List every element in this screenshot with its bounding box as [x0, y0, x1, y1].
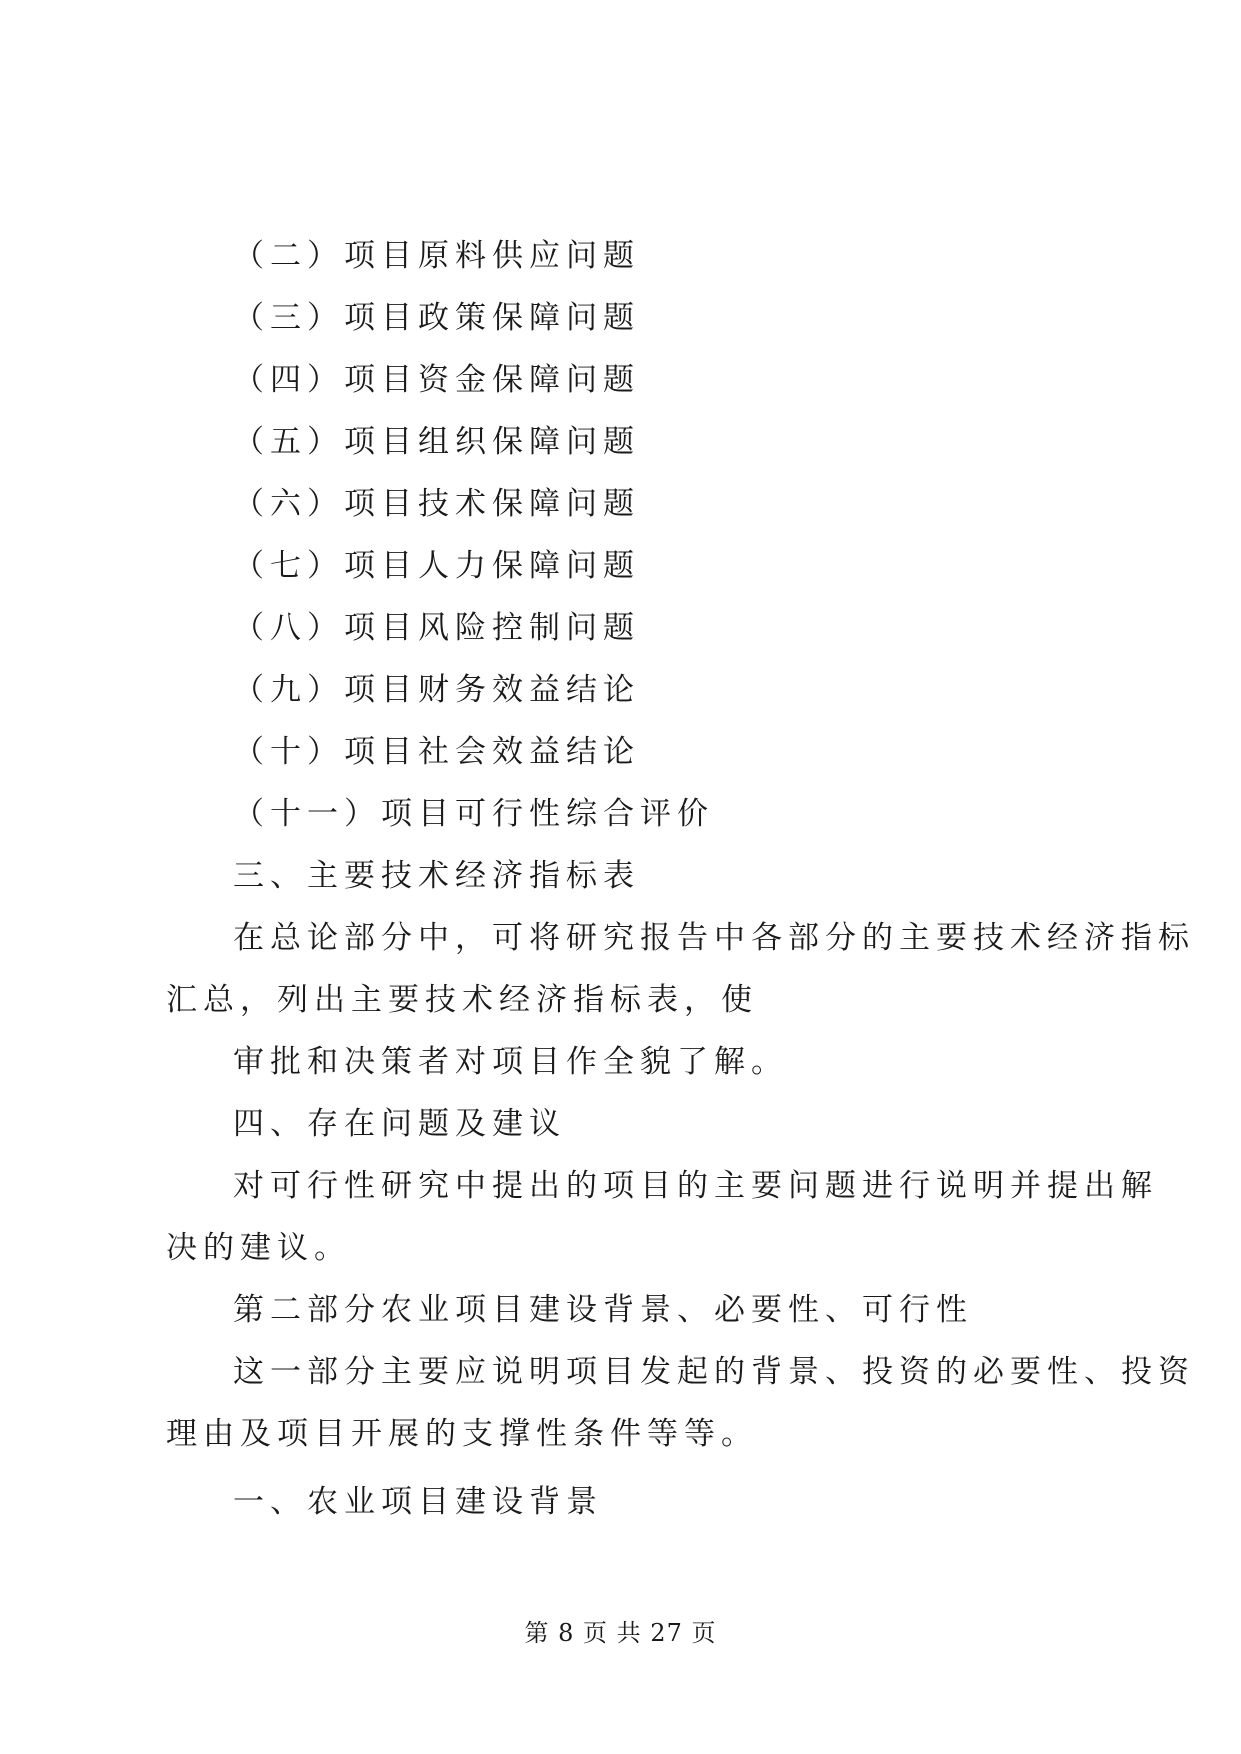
toc-item-2: （二）项目原料供应问题 — [233, 238, 640, 274]
toc-item-3: （三）项目政策保障问题 — [233, 300, 640, 336]
paragraph-line: 这一部分主要应说明项目发起的背景、投资的必要性、投资 — [233, 1354, 1195, 1390]
toc-item-11: （十一）项目可行性综合评价 — [233, 796, 714, 832]
toc-item-5: （五）项目组织保障问题 — [233, 424, 640, 460]
toc-item-7: （七）项目人力保障问题 — [233, 548, 640, 584]
paragraph-line: 汇总，列出主要技术经济指标表，使 — [166, 982, 758, 1018]
toc-item-10: （十）项目社会效益结论 — [233, 734, 640, 770]
toc-item-8: （八）项目风险控制问题 — [233, 610, 640, 646]
section-heading-3: 三、主要技术经济指标表 — [233, 858, 640, 894]
toc-item-9: （九）项目财务效益结论 — [233, 672, 640, 708]
paragraph-line: 对可行性研究中提出的项目的主要问题进行说明并提出解 — [233, 1168, 1158, 1204]
toc-item-6: （六）项目技术保障问题 — [233, 486, 640, 522]
toc-item-4: （四）项目资金保障问题 — [233, 362, 640, 398]
paragraph-line: 在总论部分中，可将研究报告中各部分的主要技术经济指标 — [233, 920, 1195, 956]
paragraph-line: 审批和决策者对项目作全貌了解。 — [233, 1044, 788, 1080]
section-heading-4: 四、存在问题及建议 — [233, 1106, 566, 1142]
part-heading: 第二部分农业项目建设背景、必要性、可行性 — [233, 1292, 973, 1328]
page-number-footer: 第 8 页 共 27 页 — [524, 1619, 717, 1647]
paragraph-line: 决的建议。 — [166, 1230, 351, 1266]
section-heading-1: 一、农业项目建设背景 — [233, 1484, 603, 1520]
paragraph-line: 理由及项目开展的支撑性条件等等。 — [166, 1416, 758, 1452]
